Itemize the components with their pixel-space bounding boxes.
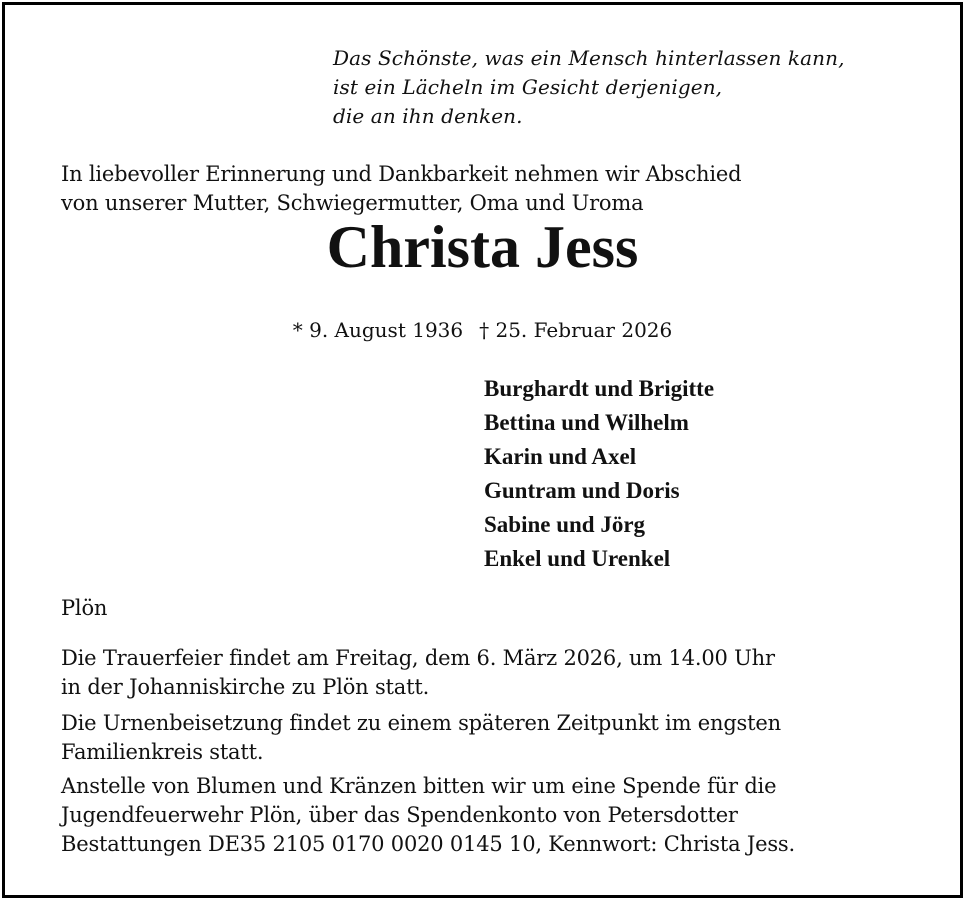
quote-line-1: Das Schönste, was ein Mensch hinterlassen kann, xyxy=(333,46,845,70)
mourner-4: Guntram und Doris xyxy=(484,478,680,503)
urn-line-1: Die Urnenbeisetzung findet zu einem späteren Zeitpunkt im engsten xyxy=(61,711,781,735)
urn-line-2: Familienkreis statt. xyxy=(61,740,264,764)
place: Plön xyxy=(61,596,108,620)
intro-line-2: von unserer Mutter, Schwiegermutter, Oma und Uroma xyxy=(61,191,644,215)
quote-line-3: die an ihn denken. xyxy=(333,104,523,128)
mourner-1: Burghardt und Brigitte xyxy=(484,376,715,401)
funeral-line-2: in der Johanniskirche zu Plön statt. xyxy=(61,675,430,699)
deceased-name: Christa Jess xyxy=(326,214,639,280)
mourner-6: Enkel und Urenkel xyxy=(484,546,671,571)
birth-date: * 9. August 1936 xyxy=(292,318,464,342)
donation-line-1: Anstelle von Blumen und Kränzen bitten wir um eine Spende für die xyxy=(61,774,777,798)
donation-line-3: Bestattungen DE35 2105 0170 0020 0145 10, Kennwort: Christa Jess. xyxy=(61,832,795,856)
life-dates xyxy=(0,316,965,344)
donation-line-2: Jugendfeuerwehr Plön, über das Spendenkonto von Petersdotter xyxy=(61,803,738,827)
intro-line-1: In liebevoller Erinnerung und Dankbarkeit nehmen wir Abschied xyxy=(61,162,742,186)
mourner-5: Sabine und Jörg xyxy=(484,512,646,537)
death-date: † 25. Februar 2026 xyxy=(479,318,673,342)
quote-line-2: ist ein Lächeln im Gesicht derjenigen, xyxy=(333,75,723,99)
mourner-3: Karin und Axel xyxy=(484,444,637,469)
funeral-line-1: Die Trauerfeier findet am Freitag, dem 6. März 2026, um 14.00 Uhr xyxy=(61,646,775,670)
mourner-2: Bettina und Wilhelm xyxy=(484,410,689,435)
